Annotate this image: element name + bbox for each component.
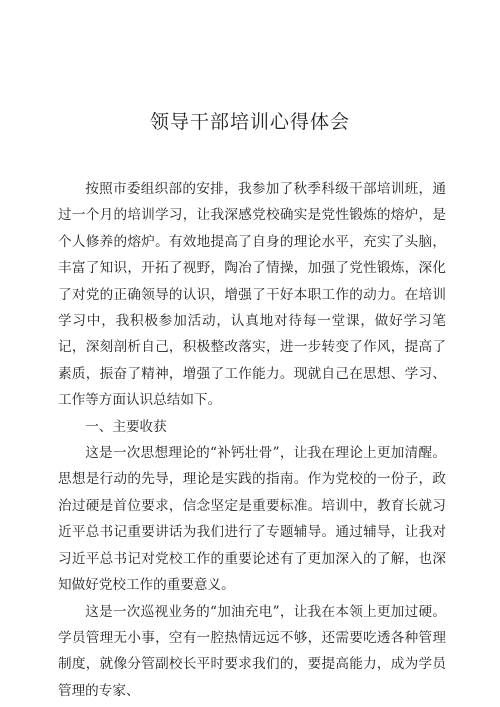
document-title: 领导干部培训心得体会 <box>149 111 350 133</box>
intro-paragraph: 按照市委组织部的安排，我参加了秋季科级干部培训班，通过一个月的培训学习，让我深感党校确实是党性锻炼的熔炉，是个人修养的熔炉。有效地提高了自身的理论水平，充实了头脑，丰富了知识，开拓了视野，陶冶了情操，加强了党性锻炼，深化了对党的正确领导的认识，增强了干好本职工作的动力。在培训学习中，我积极参加活动，认真地对待每一堂课，做好学习笔记，深刻剖析自己，积极整改落实，进一步转变了作风，提高了素质，振奋了精神，增强了工作能力。现就自己在思想、学习、工作等方面认识总结如下。 <box>58 181 446 409</box>
body-paragraph: 这是一次巡视业务的“加油充电”，让我在本领上更加过硬。学员管理无小事，空有一腔热情远远不够，还需要吃透各种管理制度，就像分管副校长平时要求我们的，要提高能力，成为学员管理的专家、 <box>58 603 446 699</box>
body-paragraph: 这是一次思想理论的“补钙壮骨”，让我在理论上更加清醒。思想是行动的先导，理论是实践的指南。作为党校的一份子，政治过硬是首位要求，信念坚定是重要标准。培训中，教育长就习近平总书记重要讲话为我们进行了专题辅导。通过辅导，让我对习近平总书记对党校工作的重要论述有了更加深入的了解，也深知做好党校工作的重要意义。 <box>58 445 446 594</box>
document-body <box>58 176 446 704</box>
section-heading: 一、主要收获 <box>85 418 167 435</box>
